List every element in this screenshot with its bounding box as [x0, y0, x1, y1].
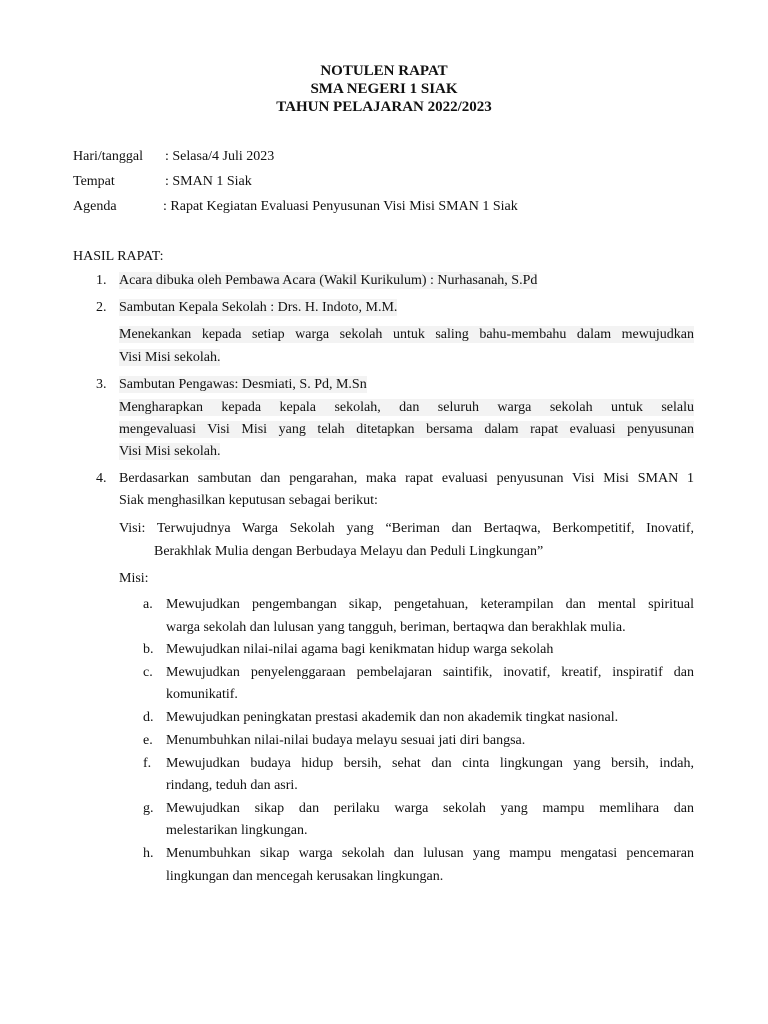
mission-item-continued: warga sekolah dan lulusan yang tangguh, beriman, bertaqwa dan berakhlak mulia. [166, 620, 626, 635]
list-item: Sambutan Pengawas: Desmiati, S. Pd, M.Sn [119, 377, 367, 392]
mission-item: Menumbuhkan nilai-nilai budaya melayu sesuai jati diri bangsa. [166, 733, 526, 748]
place-label: Tempat [73, 174, 115, 189]
list-item: Berdasarkan sambutan dan pengarahan, maka rapat evaluasi penyusunan Visi Misi SMAN 1 [119, 471, 694, 486]
mission-letter: h. [143, 846, 154, 861]
date-value: : Selasa/4 Juli 2023 [165, 149, 275, 164]
mission-item-continued: rindang, teduh dan asri. [166, 778, 298, 793]
doc-title: NOTULEN RAPAT [320, 63, 448, 79]
item-detail: Visi Misi sekolah. [119, 350, 221, 365]
mission-item: Mewujudkan pengembangan sikap, pengetahuan, keterampilan dan mental spiritual [166, 597, 694, 612]
mission-item: Mewujudkan penyelenggaraan pembelajaran saintifik, inovatif, kreatif, inspiratif dan [166, 665, 694, 680]
mission-item: Mewujudkan sikap dan perilaku warga sekolah yang mampu memlihara dan [166, 801, 694, 816]
item-detail: Mengharapkan kepada kepala sekolah, dan seluruh warga sekolah untuk selalu [119, 400, 694, 415]
item-detail: Menekankan kepada setiap warga sekolah untuk saling bahu-membahu dalam mewujudkan [119, 327, 694, 342]
mission-label: Misi: [119, 571, 149, 586]
mission-item-continued: komunikatif. [166, 687, 238, 702]
list-item: Acara dibuka oleh Pembawa Acara (Wakil Kurikulum) : Nurhasanah, S.Pd [119, 273, 538, 288]
list-item-continued: Siak menghasilkan keputusan sebagai berikut: [119, 493, 378, 508]
mission-item: Mewujudkan peningkatan prestasi akademik dan non akademik tingkat nasional. [166, 710, 619, 725]
mission-letter: b. [143, 642, 154, 657]
vision-statement-continued: Berakhlak Mulia dengan Berbudaya Melayu dan Peduli Lingkungan” [154, 544, 544, 559]
agenda-label: Agenda [73, 199, 117, 214]
mission-letter: c. [143, 665, 153, 680]
mission-letter: f. [143, 756, 152, 771]
mission-item-continued: lingkungan dan mencegah kerusakan lingkungan. [166, 869, 444, 884]
list-item: Sambutan Kepala Sekolah : Drs. H. Indoto, M.M. [119, 300, 398, 315]
results-heading: HASIL RAPAT: [73, 249, 164, 264]
mission-letter: d. [143, 710, 154, 725]
list-item-number: 2. [96, 300, 107, 315]
mission-item-continued: melestarikan lingkungan. [166, 823, 308, 838]
mission-item: Mewujudkan budaya hidup bersih, sehat dan cinta lingkungan yang bersih, indah, [166, 756, 694, 771]
academic-year: TAHUN PELAJARAN 2022/2023 [276, 99, 492, 115]
list-item-number: 4. [96, 471, 107, 486]
agenda-value: : Rapat Kegiatan Evaluasi Penyusunan Visi Misi SMAN 1 Siak [163, 199, 518, 214]
item-detail: mengevaluasi Visi Misi yang telah ditetapkan bersama dalam rapat evaluasi penyusunan [119, 422, 694, 437]
mission-item: Menumbuhkan sikap warga sekolah dan lulusan yang mampu mengatasi pencemaran [166, 846, 694, 861]
mission-item: Mewujudkan nilai-nilai agama bagi kenikmatan hidup warga sekolah [166, 642, 554, 657]
item-detail: Visi Misi sekolah. [119, 444, 221, 459]
list-item-number: 1. [96, 273, 107, 288]
vision-statement: Visi: Terwujudnya Warga Sekolah yang “Beriman dan Bertaqwa, Berkompetitif, Inovatif, [119, 521, 694, 536]
mission-letter: g. [143, 801, 154, 816]
mission-letter: a. [143, 597, 153, 612]
list-item-number: 3. [96, 377, 107, 392]
place-value: : SMAN 1 Siak [165, 174, 252, 189]
date-label: Hari/tanggal [73, 149, 143, 164]
school-name: SMA NEGERI 1 SIAK [310, 81, 458, 97]
mission-letter: e. [143, 733, 153, 748]
